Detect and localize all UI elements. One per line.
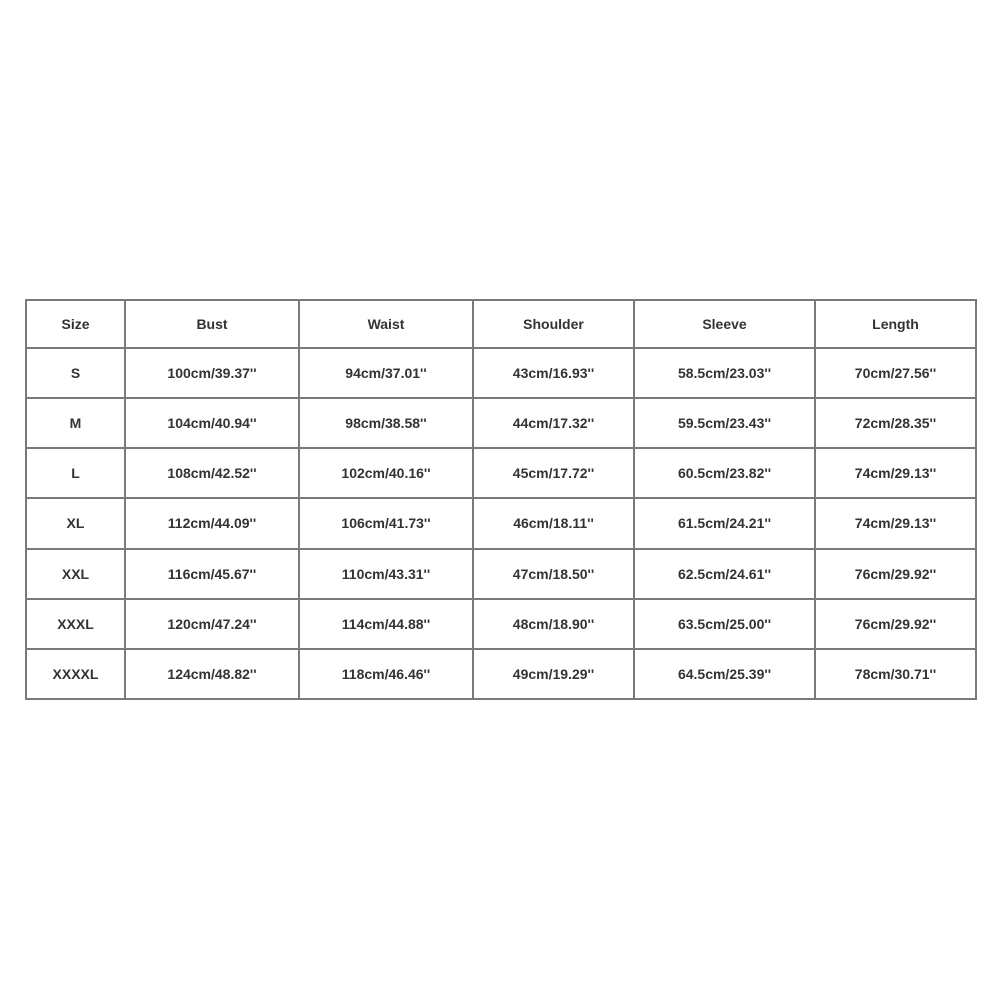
header-size: Size — [26, 300, 125, 348]
cell-size: XXXL — [26, 599, 125, 649]
size-chart-table — [25, 299, 977, 700]
cell-bust: 104cm/40.94'' — [125, 398, 299, 448]
header-row — [26, 300, 976, 348]
cell-length: 78cm/30.71'' — [815, 649, 976, 699]
cell-bust: 108cm/42.52'' — [125, 448, 299, 498]
header-sleeve: Sleeve — [634, 300, 815, 348]
cell-shoulder: 46cm/18.11'' — [473, 498, 634, 548]
cell-waist: 110cm/43.31'' — [299, 549, 473, 599]
table-row — [26, 398, 976, 448]
cell-size: XXXXL — [26, 649, 125, 699]
table-row — [26, 498, 976, 548]
header-bust: Bust — [125, 300, 299, 348]
cell-shoulder: 43cm/16.93'' — [473, 348, 634, 398]
cell-shoulder: 47cm/18.50'' — [473, 549, 634, 599]
cell-bust: 100cm/39.37'' — [125, 348, 299, 398]
header-waist: Waist — [299, 300, 473, 348]
cell-sleeve: 59.5cm/23.43'' — [634, 398, 815, 448]
header-shoulder: Shoulder — [473, 300, 634, 348]
cell-waist: 114cm/44.88'' — [299, 599, 473, 649]
header-length: Length — [815, 300, 976, 348]
cell-waist: 98cm/38.58'' — [299, 398, 473, 448]
cell-bust: 120cm/47.24'' — [125, 599, 299, 649]
cell-length: 74cm/29.13'' — [815, 448, 976, 498]
table-row — [26, 348, 976, 398]
table-row — [26, 448, 976, 498]
cell-sleeve: 62.5cm/24.61'' — [634, 549, 815, 599]
table-row — [26, 649, 976, 699]
cell-sleeve: 63.5cm/25.00'' — [634, 599, 815, 649]
cell-size: L — [26, 448, 125, 498]
cell-size: S — [26, 348, 125, 398]
cell-shoulder: 48cm/18.90'' — [473, 599, 634, 649]
cell-shoulder: 44cm/17.32'' — [473, 398, 634, 448]
cell-sleeve: 58.5cm/23.03'' — [634, 348, 815, 398]
cell-waist: 94cm/37.01'' — [299, 348, 473, 398]
table-row — [26, 599, 976, 649]
cell-waist: 106cm/41.73'' — [299, 498, 473, 548]
cell-length: 70cm/27.56'' — [815, 348, 976, 398]
cell-length: 76cm/29.92'' — [815, 549, 976, 599]
cell-waist: 102cm/40.16'' — [299, 448, 473, 498]
cell-sleeve: 60.5cm/23.82'' — [634, 448, 815, 498]
cell-bust: 112cm/44.09'' — [125, 498, 299, 548]
table-row — [26, 549, 976, 599]
cell-bust: 124cm/48.82'' — [125, 649, 299, 699]
cell-bust: 116cm/45.67'' — [125, 549, 299, 599]
cell-length: 76cm/29.92'' — [815, 599, 976, 649]
cell-shoulder: 49cm/19.29'' — [473, 649, 634, 699]
cell-length: 72cm/28.35'' — [815, 398, 976, 448]
cell-shoulder: 45cm/17.72'' — [473, 448, 634, 498]
cell-sleeve: 64.5cm/25.39'' — [634, 649, 815, 699]
cell-length: 74cm/29.13'' — [815, 498, 976, 548]
cell-size: M — [26, 398, 125, 448]
cell-sleeve: 61.5cm/24.21'' — [634, 498, 815, 548]
cell-size: XXL — [26, 549, 125, 599]
cell-size: XL — [26, 498, 125, 548]
cell-waist: 118cm/46.46'' — [299, 649, 473, 699]
